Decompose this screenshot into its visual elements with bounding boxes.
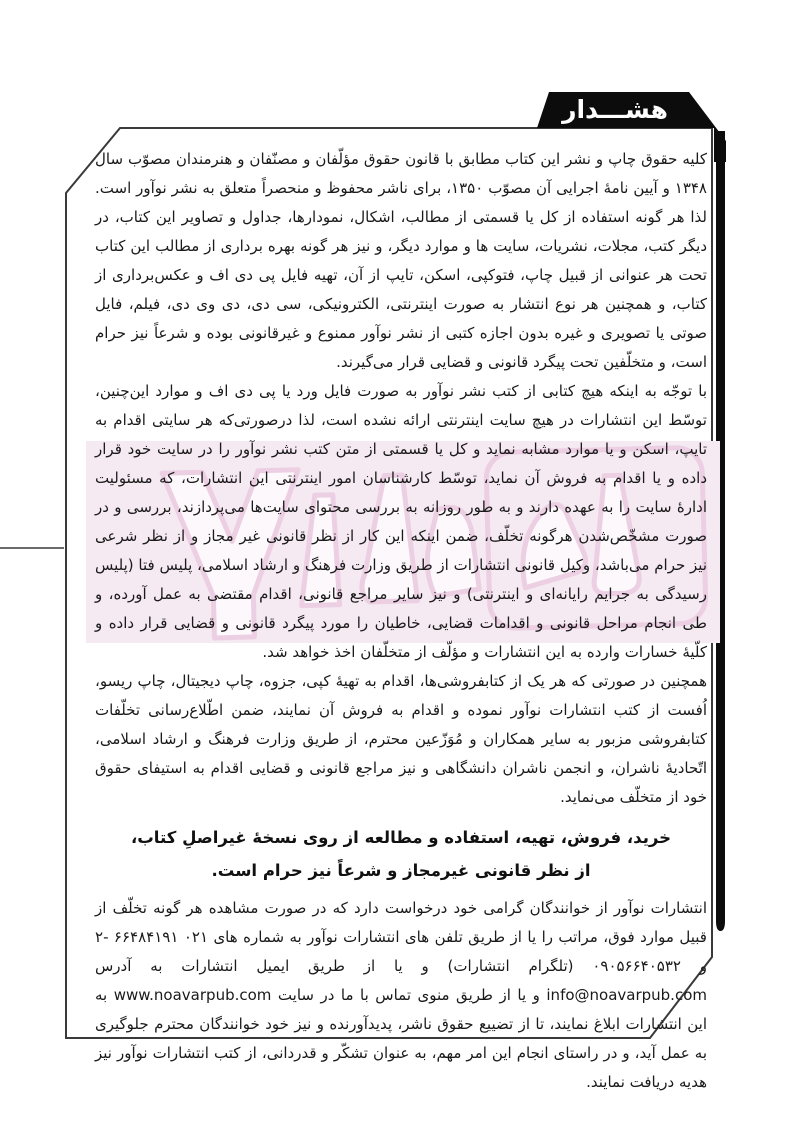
copyright-text-block (95, 145, 707, 1097)
paragraph-internet-violations: با توجّه به اینکه هیچ کتابی از کتب نشر نوآور به صورت فایل ورد یا پی دی اف و موارد این‌چنین، توسّط این انتشارات در هیچ سایت اینترنتی ارائه نشده است، لذا درصورتی‌که هر سایتی اقدام به تایپ، اسکن و یا موارد مشابه نماید و کل یا قسمتی از متن کتب نشر نوآور را در سایت خود قرار داده و یا اقدام به فروش آن نماید، توسّط کارشناسان امور اینترنتی این انتشارات، که مسئولیت ادارهٔ سایت را به عهده دارند و به طور روزانه به بررسی محتوای سایت‌ها می‌پردازند، بررسی و در صورت مشخّص‌شدن هرگونه تخلّف، ضمن اینکه این کار از نظر قانونی غیر مجاز و از نظر شرعی نیز حرام می‌باشد، وکیل قانونی انتشارات از طریق وزارت فرهنگ و ارشاد اسلامی، پلیس فتا (پلیس رسیدگی به جرایم رایانه‌ای و اینترنتی) و نیز سایر مراجع قانونی، اقدام مقتضی به عمل آورده، و طی انجام مراحل قانونی و اقدامات قضایی، خاطیان را مورد پیگرد قانونی و قضایی قرار داده و کلّیهٔ خسارات وارده به این انتشارات و مؤلّف از متخلّفان اخذ خواهد شد. (95, 382, 707, 661)
paragraph-bookstore-violations: همچنین در صورتی که هر یک از کتابفروشی‌ها، اقدام به تهیهٔ کپی، جزوه، چاپ دیجیتال، چاپ ریسو، اُفست از کتب انتشارات نوآور نموده و اقدام به فروش آن نمایند، ضمن اطّلاع‌رسانی تخلّفات کتابفروشی مزبور به سایر همکاران و مُوَزّعین محترم، از طریق وزارت فرهنگ و ارشاد اسلامی، اتّحادیهٔ ناشران، و انجمن ناشران دانشگاهی و نیز مراجع قانونی و قضایی اقدام به استیفای حقوق خود از متخلّف می‌نماید. (95, 672, 707, 806)
paragraph-contact-request: انتشارات نوآور از خوانندگان گرامی خود درخواست دارد که در صورت مشاهده هر گونه تخلّف از قبیل موارد فوق، مراتب را یا از طریق تلفن های انتشارات نوآور به شماره های ۰۲۱ ۶۶۴۸۴۱۹۱ -۲ و ۰۹۰۵۶۶۴۰۵۳۲ (تلگرام انتشارات) و یا از طریق ایمیل انتشارات به آدرس info@noavarpub.com و یا از طریق منوی تماس با ما در سایت www.noavarpub.com به این انتشارات ابلاغ نمایند، تا از تضییع حقوق ناشر، پدیدآورنده و نیز خود خوانندگان محترم جلوگیری به عمل آید، و در راستای انجام این امر مهم، به عنوان تشکّر و قدردانی، از کتب انتشارات نوآور نیز هدیه دریافت نمایند. (95, 899, 707, 1091)
bold-notice-line-2: از نظر قانونی غیرمجاز و شرعاً نیز حرام است. (211, 861, 591, 880)
warning-tab-label: هشـــدار (562, 95, 668, 124)
paragraph-copyright-law: کلیه حقوق چاپ و نشر این کتاب مطابق با قانون حقوق مؤلّفان و مصنّفان و هنرمندان مصوّب سال ۱۳۴۸ و آیین نامهٔ اجرایی آن مصوّب ۱۳۵۰، برای ناشر محفوظ و منحصراً متعلق به نشر نوآور است. لذا هر گونه استفاده از کل یا قسمتی از مطالب، اشکال، نمودارها، جداول و تصاویر این کتاب، در دیگر کتب، مجلات، نشریات، سایت ها و موارد دیگر، و نیز هر گونه بهره برداری از مطالب این کتاب تحت هر عنوانی از قبیل چاپ، فتوکپی، اسکن، تایپ از آن، تهیه فایل پی دی اف و عکس‌برداری از کتاب، و همچنین هر نوع انتشار به صورت اینترنتی، الکترونیکی، سی دی، دی وی دی، فیلم، فایل صوتی یا تصویری و غیره بدون اجازه کتبی از نشر نوآور ممنوع و غیرقانونی بوده و شرعاً نیز حرام است، و متخلّفین تحت پیگرد قانونی و قضایی قرار می‌گیرند. (95, 150, 707, 371)
bold-notice (95, 821, 707, 887)
bold-notice-line-1: خرید، فروش، تهیه، استفاده و مطالعه از روی نسخهٔ غیراصلِ کتاب، (130, 828, 672, 847)
